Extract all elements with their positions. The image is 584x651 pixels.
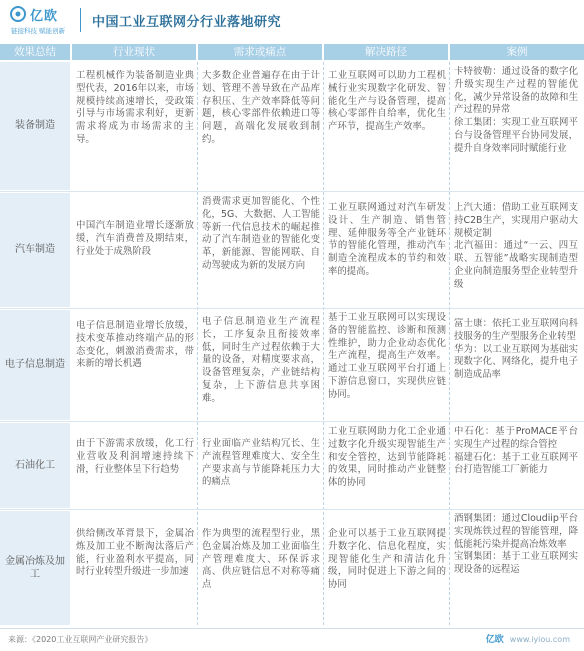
case-cell: 酒钢集团：通过Cloudiip平台实现炼铁过程的智能管理，降低能耗污染并提高冶炼效率 宝钢集团：基于工业互联网实现设备的远程运 <box>454 513 578 576</box>
footer-logo <box>486 632 570 645</box>
row-divider <box>0 509 584 510</box>
solution-cell: 基于工业互联网可以实现设备的智能监控、诊断和预测性维护，助力企业动态优化生产流程，提高生产效率。通过工业互联网平台打通上下游信息窗口，实现供应链协同。 <box>328 312 446 400</box>
column-header-status: 行业现状 <box>72 44 196 60</box>
row-divider <box>0 308 584 309</box>
logo-text: 亿欧 <box>30 9 59 24</box>
footer <box>0 628 584 651</box>
case-cell: 中石化：基于ProMACE平台实现生产过程的综合管控 福建石化：基于工业互联网平台打造智能工厂新能力 <box>454 426 578 476</box>
logo-slogan: 链接科技 赋能创新 <box>11 27 66 35</box>
source-note: 来源：《2020工业互联网产业研究报告》 <box>8 635 153 644</box>
case-cell: 上汽大通：借助工业互联网支持C2B生产，实现用户驱动大规模定制 北汽福田：通过“一云、四互联、五智能”战略实现制造型企业向制造服务型企业转型升级 <box>454 202 578 290</box>
row-divider <box>0 421 584 422</box>
pain-cell: 作为典型的流程型行业，黑色金属冶炼及加工业面临生产管理难度大、环保诉求高、供应链信息不对称等痛点 <box>202 528 320 591</box>
footer-url: www.iyiou.com <box>509 635 570 644</box>
footer-divider <box>0 628 584 629</box>
pain-cell: 电子信息制造业生产流程长，工序复杂且衔接效率低，同时生产过程依赖于大量的设备，对精度要求高，设备管理复杂，产业链结构复杂，上下游信息共享困难。 <box>202 316 320 404</box>
category-cell: 汽车制造 <box>0 193 70 307</box>
status-cell: 由于下游需求放缓，化工行业营收及利润增速持续下滑，行业整体呈下行趋势 <box>76 438 194 475</box>
category-cell: 电子信息制造 <box>0 310 70 420</box>
column-separator <box>197 62 198 625</box>
row-divider <box>0 191 584 192</box>
column-header-case: 案例 <box>450 44 584 60</box>
category-cell: 装备制造 <box>0 62 70 190</box>
solution-cell: 企业可以基于工业互联网提升数字化、信息化程度，实现智能化生产和清洁化升级，同时促进上下游之间的协同 <box>328 528 446 591</box>
pain-cell: 大多数企业普遍存在由于计划、管理不善导致在产品库存积压、生产效率降低等问题，核心零部件依赖进口等问题，高端化发展收到制约。 <box>202 70 320 145</box>
solution-cell: 工业互联网通过对汽车研发设计、生产制造、销售管理、延伸服务等全产业链环节的智能化管理，推动汽车制造全流程成本的节约和效率的提高。 <box>328 202 446 277</box>
column-separator <box>323 62 324 625</box>
footer-logo-text: 亿欧 <box>485 635 504 645</box>
category-cell: 金属冶炼及加工 <box>0 511 70 625</box>
report-header <box>0 0 584 40</box>
pain-cell: 行业面临产业结构冗长、生产流程管理难度大、安全生产要求高与节能降耗压力大的痛点 <box>202 438 320 488</box>
solution-cell: 工业互联网助力化工企业通过数字化升级实现智能生产和安全管控，达到节能降耗的效果，同时推动产业链整体的协同 <box>328 426 446 489</box>
logo <box>10 4 72 36</box>
status-cell: 中国汽车制造业增长逐渐放缓，汽车消费普及期结束，行业处于成熟阶段 <box>76 220 194 257</box>
column-header-pain: 需求或痛点 <box>198 44 322 60</box>
case-cell: 卡特彼勒：通过设备的数字化升级实现生产过程的智能优化，减少异常设备的故障和生产过程的异常 徐工集团：实现工业互联网平台与设备管理平台协同发展，提升自身效率同时赋能行业 <box>454 66 578 154</box>
column-header-solution: 解决路径 <box>324 44 448 60</box>
pain-cell: 消费需求更加智能化、个性化，5G、大数据、人工智能等新一代信息技术的崛起推动了汽车制造业的智能化变革，新能源、智能网联、自动驾驶成为新的发展方向 <box>202 196 320 271</box>
status-cell: 供给侧改革背景下，金属冶炼及加工业不断淘汰落后产能，行业盈利水平提高，同时行业转型升级进一步加速 <box>76 528 194 578</box>
corner-header: 效果总结 <box>0 44 70 60</box>
status-cell: 工程机械作为装备制造业典型代表，2016年以来，市场规模持续高速增长，受政策引导与市场需求利好，更新需求将成为市场需求的主导。 <box>76 70 194 145</box>
page-title: 中国工业互联网分行业落地研究 <box>92 15 282 30</box>
logo-mark-icon <box>10 6 26 22</box>
case-cell: 富士康：依托工业互联网向科技服务的生产型服务企业转型 华为：以工业互联网为基础实现数字化、网络化，提升电子制造成品率 <box>454 318 578 381</box>
header-divider <box>80 8 81 32</box>
category-cell: 石油化工 <box>0 423 70 508</box>
solution-cell: 工业互联网可以助力工程机械行业实现数字化研发、智能化生产与设备管理，提高核心零部件自给率，优化生产环节，提高生产效率。 <box>328 70 446 133</box>
column-separator <box>449 62 450 625</box>
status-cell: 电子信息制造业增长放缓，技术变革推动终端产品的形态变化，刺激消费需求，带来新的增长机遇 <box>76 320 194 370</box>
